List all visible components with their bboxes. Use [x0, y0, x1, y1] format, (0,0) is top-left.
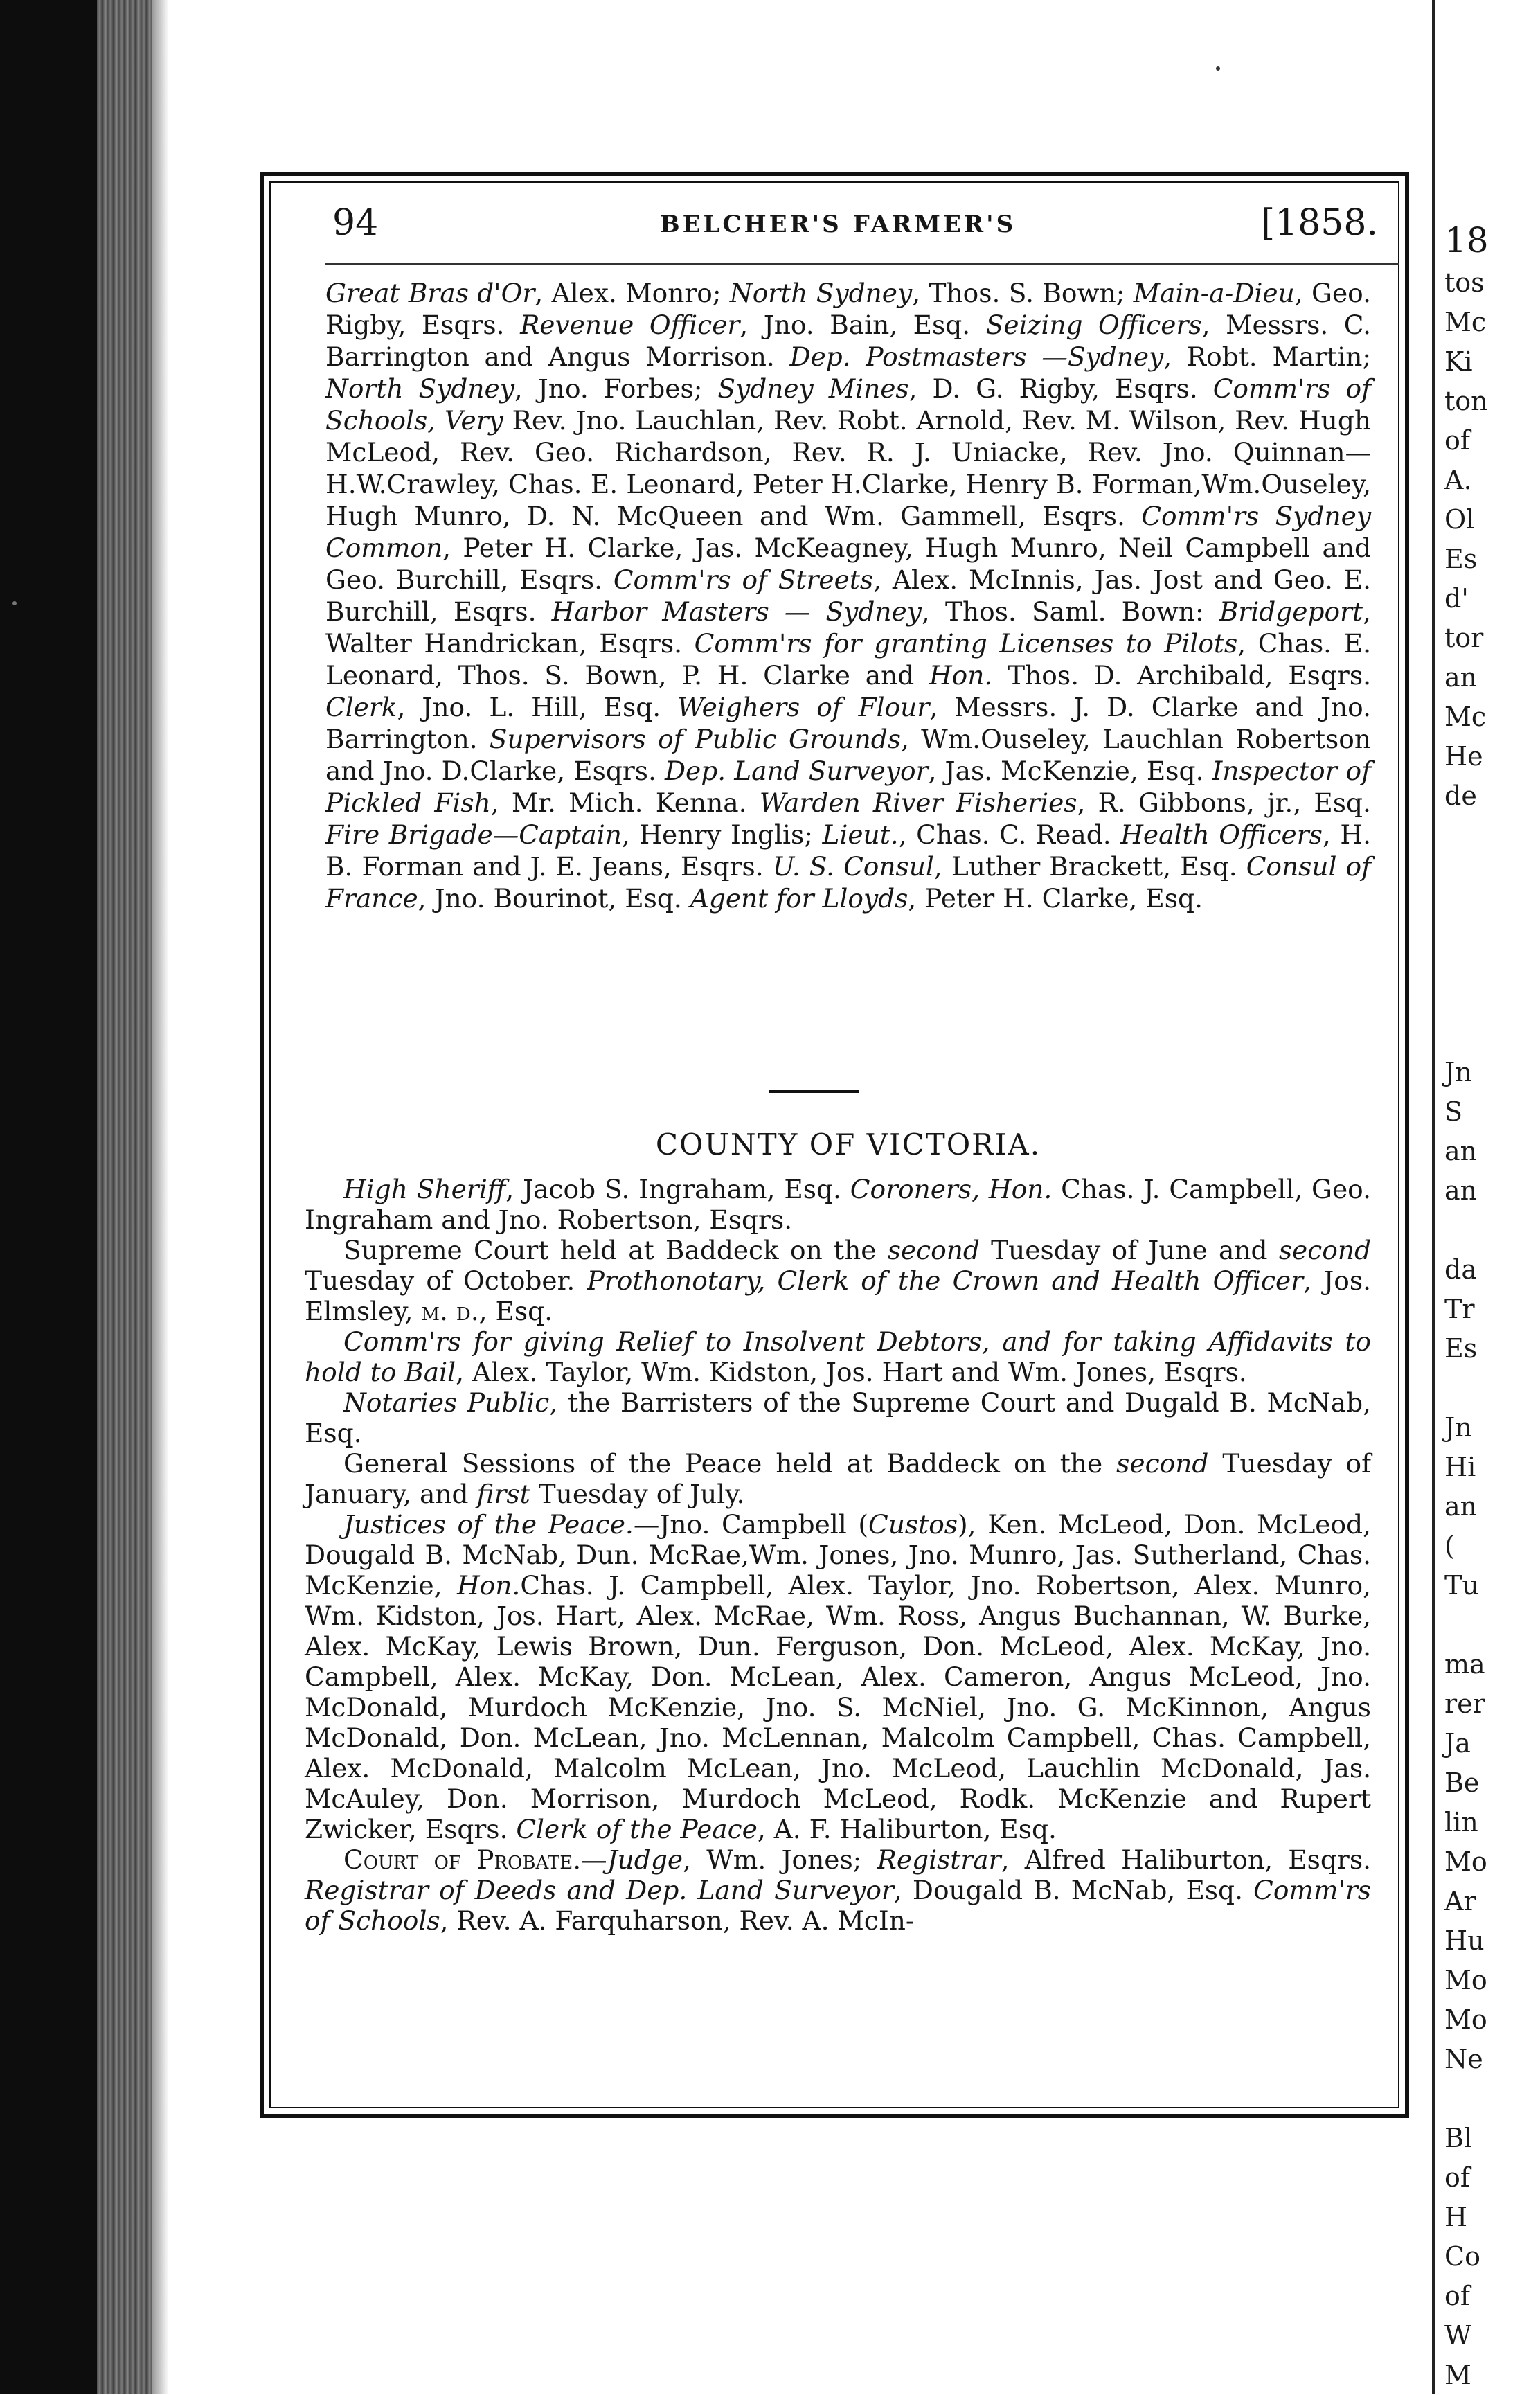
adjacent-fragment: Mo [1444, 1965, 1487, 1995]
text-run: , Jno. Forbes; [514, 373, 718, 404]
adjacent-fragment: Hi [1444, 1452, 1476, 1482]
text-run: Comm'rs of Schools [305, 1875, 1371, 1936]
text-run: Sydney Mines [717, 373, 909, 404]
text-run: Tuesday of July. [530, 1479, 745, 1509]
cape-breton-officers-text [325, 277, 1371, 914]
text-run: , Messrs. C. Barrington and Angus Morrison. [325, 310, 1371, 372]
text-run: , Henry Inglis; [621, 819, 823, 850]
text-run: , the Barristers of the Supreme Court and Dugald B. McNab, Esq. [305, 1387, 1371, 1448]
page-gutter [152, 0, 169, 2394]
adjacent-fragment: Tu [1444, 1570, 1479, 1601]
county-title: COUNTY OF VICTORIA. [655, 1128, 1041, 1161]
adjacent-fragment: He [1444, 741, 1483, 772]
text-run: , Chas. C. Read. [898, 819, 1121, 850]
text-run: U. S. Consul [772, 851, 934, 882]
adjacent-fragment: Jn [1444, 1412, 1472, 1443]
adjacent-fragment: Jn [1444, 1057, 1472, 1087]
text-run: , Thos. S. Bown; [912, 278, 1134, 308]
text-run: — [581, 1844, 607, 1875]
adjacent-fragment: H [1444, 2202, 1468, 2232]
text-run: , A. F. Haliburton, Esq. [757, 1814, 1057, 1844]
text-run: , Alex. Monro; [535, 278, 730, 308]
paper-speck [1216, 66, 1220, 71]
text-run: Comm'rs of Schools, Very [325, 373, 1371, 436]
page-number: 94 [332, 202, 379, 244]
adjacent-fragment: an [1444, 1491, 1478, 1522]
adjacent-fragment: ma [1444, 1649, 1485, 1680]
text-run: Tuesday of October. [305, 1265, 587, 1296]
adjacent-fragment: an [1444, 1136, 1478, 1166]
adjacent-fragment: lin [1444, 1807, 1478, 1837]
adjacent-fragment: W [1444, 2320, 1472, 2351]
text-run: Seizing Officers [985, 310, 1202, 340]
text-run: Rev. Jno. Lauchlan, Rev. Robt. Arnold, Rev. M. Wilson, Rev. Hugh McLeod, Rev. Geo. Richardson, Rev. R. J. Uniacke, Rev. Jno. Quinnan—H.W.Crawley, Chas. E. Leonard, Peter H.Clarke, Henry B. Forman,Wm.Ouseley, Hugh Munro, D. N. McQueen and Wm. Gammell, Esqrs. [325, 405, 1371, 531]
text-run: , Dougald B. McNab, Esq. [893, 1875, 1254, 1905]
adjacent-fragment: Ar [1444, 1886, 1476, 1916]
text-run: Supervisors of Public Grounds [489, 724, 902, 754]
adjacent-fragment: Mo [1444, 2004, 1487, 2035]
text-run: Clerk of the Peace [516, 1814, 758, 1844]
text-run: second [1116, 1448, 1209, 1479]
text-run: Hon. [929, 660, 993, 691]
adjacent-fragment: tor [1444, 623, 1484, 653]
adjacent-fragment: Es [1444, 544, 1478, 574]
adjacent-fragment: rer [1444, 1689, 1485, 1719]
adjacent-fragment: ton [1444, 386, 1488, 416]
text-run: Supreme Court held at Baddeck on the [343, 1235, 888, 1265]
paragraph [325, 277, 1371, 914]
paragraph [305, 1387, 1371, 1448]
text-run: Thos. D. Archibald, Esqrs. [992, 660, 1371, 691]
text-run: , Alfred Haliburton, Esqrs. [1001, 1844, 1371, 1875]
text-run: Notaries Public [343, 1387, 550, 1418]
text-run: Health Officers [1120, 819, 1323, 850]
adjacent-fragment: an [1444, 662, 1478, 693]
paragraph [305, 1235, 1371, 1326]
text-run: Registrar [877, 1844, 1001, 1875]
adjacent-fragment: de [1444, 781, 1477, 811]
adjacent-fragment: Ja [1444, 1728, 1471, 1759]
adjacent-fragment: an [1444, 1175, 1478, 1206]
adjacent-fragment: Mc [1444, 307, 1487, 337]
text-run: Registrar of Deeds and Dep. Land Surveyor [305, 1875, 894, 1905]
text-run: Tuesday of June and [979, 1235, 1279, 1265]
adjacent-fragment: tos [1444, 267, 1485, 298]
text-run: General Sessions of the Peace held at Baddeck on the [343, 1448, 1117, 1479]
text-run: —Jno. Campbell ( [633, 1509, 869, 1540]
text-run: , Wm.Ouseley, Lauchlan Robertson and Jno. D.Clarke, Esqrs. [325, 724, 1371, 786]
adjacent-fragment: Tr [1444, 1294, 1475, 1324]
section-separator [769, 1090, 859, 1093]
adjacent-fragment [1444, 974, 1540, 1013]
text-run: Great Bras d'Or [325, 278, 535, 308]
text-run: Judge [607, 1844, 683, 1875]
text-run: , Jacob S. Ingraham, Esq. [505, 1174, 850, 1204]
text-run: , Esq. [478, 1296, 553, 1326]
paragraph [305, 1174, 1371, 1235]
adjacent-fragment [1444, 1013, 1540, 1053]
text-run: High Sheriff [343, 1174, 506, 1204]
adjacent-fragment: Be [1444, 1768, 1480, 1798]
text-run: , Walter Handrickan, Esqrs. [325, 596, 1371, 659]
adjacent-fragment: Es [1444, 1333, 1478, 1364]
text-run: , Rev. A. Farquharson, Rev. A. McIn- [440, 1905, 915, 1936]
text-run: , Luther Brackett, Esq. [933, 851, 1246, 882]
adjacent-fragment [1444, 895, 1540, 934]
adjacent-fragment: S [1444, 1096, 1463, 1127]
text-run: Comm'rs Sydney Common [325, 501, 1372, 563]
text-run: , Jno. Bourinot, Esq. [418, 883, 690, 914]
adjacent-fragment [1444, 816, 1540, 855]
paragraph [305, 1448, 1371, 1509]
paragraph [305, 1844, 1371, 1936]
text-run: Justices of the Peace. [343, 1509, 634, 1540]
county-of-victoria-text [305, 1174, 1371, 1936]
text-run: Coroners, Hon. [850, 1174, 1053, 1204]
book-spine-edge [97, 0, 152, 2394]
text-run: Weighers of Flour [677, 692, 930, 722]
adjacent-fragment: ( [1444, 1531, 1455, 1561]
text-run: , Alex. Taylor, Wm. Kidston, Jos. Hart and Wm. Jones, Esqrs. [456, 1357, 1247, 1387]
adjacent-page-fragments [1444, 263, 1540, 2395]
adjacent-fragment [1444, 855, 1540, 895]
adjacent-fragment: of [1444, 2162, 1470, 2193]
paper-speck [12, 601, 17, 605]
adjacent-fragment: Ki [1444, 346, 1473, 377]
paragraph [305, 1326, 1371, 1387]
text-run: Lieut. [822, 819, 899, 850]
text-run: Prothonotary, Clerk of the Crown and Health Officer [587, 1265, 1304, 1296]
running-title: BELCHER'S FARMER'S [659, 211, 1017, 238]
text-run: Main-a-Dieu [1133, 278, 1295, 308]
text-run: Fire Brigade—Captain [325, 819, 622, 850]
text-run: Court of Probate. [343, 1844, 582, 1875]
text-run: , Peter H. Clarke, Jas. McKeagney, Hugh Munro, Neil Campbell and Geo. Burchill, Esqrs. [325, 533, 1371, 595]
text-run: Tuesday of January, and [305, 1448, 1371, 1509]
text-run: North Sydney [325, 373, 514, 404]
adjacent-fragment: A. [1444, 465, 1472, 495]
text-run: Harbor Masters — Sydney [551, 596, 922, 627]
text-run: , Jno. L. Hill, Esq. [397, 692, 678, 722]
text-run: ), Ken. McLeod, Don. McLeod, Dougald B. McNab, Dun. McRae,Wm. Jones, Jno. Munro, Jas. Sutherland, Chas. McKenzie, [305, 1509, 1372, 1601]
text-run: Comm'rs for granting Licenses to Pilots [694, 628, 1238, 659]
text-run: , Geo. Rigby, Esqrs. [325, 278, 1371, 340]
adjacent-fragment [1444, 1605, 1540, 1645]
text-run: first [476, 1479, 530, 1509]
text-run: second [887, 1235, 980, 1265]
text-run: , Jno. Bain, Esq. [740, 310, 986, 340]
text-run: Dep. Land Surveyor [664, 756, 929, 786]
adjacent-fragment [1444, 1211, 1540, 1250]
text-run: , Mr. Mich. Kenna. [490, 787, 760, 818]
book-binding-shadow [0, 0, 97, 2394]
text-run: Clerk [325, 692, 397, 722]
adjacent-fragment [1444, 934, 1540, 974]
adjacent-fragment: Co [1444, 2241, 1480, 2272]
text-run: Hon. [456, 1570, 521, 1601]
text-run: , Chas. E. Leonard, Thos. S. Bown, P. H. Clarke and [325, 628, 1371, 691]
adjacent-fragment: M [1444, 2360, 1471, 2390]
adjacent-fragment: d' [1444, 583, 1469, 614]
text-run: Chas. J. Campbell, Geo. Ingraham and Jno. Robertson, Esqrs. [305, 1174, 1372, 1235]
adjacent-page-number: 18 [1444, 220, 1489, 260]
text-run: Warden River Fisheries [759, 787, 1077, 818]
adjacent-fragment: of [1444, 425, 1470, 456]
adjacent-fragment [1444, 2079, 1540, 2119]
header-rule [325, 263, 1399, 265]
text-run: second [1278, 1235, 1371, 1265]
text-run: Agent for Lloyds [690, 883, 908, 914]
text-run: Comm'rs for giving Relief to Insolvent Debtors, and for taking Affidavits to hold to Bail [305, 1326, 1371, 1387]
text-run: Chas. J. Campbell, Alex. Taylor, Jno. Robertson, Alex. Munro, Wm. Kidston, Jos. Hart, Alex. McRae, Wm. Ross, Angus Buchannan, W. Burke, Alex. McKay, Lewis Brown, Dun. Ferguson, Don. McLeod, Alex. McKay, Jno. Campbell, Alex. McKay, Don. McLean, Alex. Cameron, Angus McLeod, Jno. McDonald, Murdoch McKenzie, Jno. S. McNiel, Jno. G. McKinnon, Angus McDonald, Don. McLean, Jno. McLennan, Malcolm Campbell, Chas. Campbell, Alex. McDonald, Malcolm McLean, Jno. McLeod, Lauchlin McDonald, Jas. McAuley, Don. Morrison, Murdoch McLeod, Rodk. McKenzie and Rupert Zwicker, Esqrs. [305, 1570, 1371, 1844]
text-run: , R. Gibbons, jr., Esq. [1077, 787, 1371, 818]
text-run: , Jos. Elmsley, [305, 1265, 1371, 1326]
adjacent-fragment: da [1444, 1254, 1477, 1285]
adjacent-fragment [1444, 1369, 1540, 1408]
adjacent-fragment: Bl [1444, 2123, 1473, 2153]
adjacent-fragment: Ne [1444, 2044, 1483, 2074]
text-run: Bridgeport [1219, 596, 1363, 627]
text-run: , H. B. Forman and J. E. Jeans, Esqrs. [325, 819, 1372, 882]
text-run: Revenue Officer [520, 310, 740, 340]
text-run: , Peter H. Clarke, Esq. [908, 883, 1203, 914]
text-run: Inspector of Pickled Fish [325, 756, 1371, 818]
page-header [284, 202, 1392, 251]
adjacent-page-edge [1432, 0, 1540, 2394]
adjacent-fragment: Hu [1444, 1925, 1485, 1956]
text-run: North Sydney [729, 278, 913, 308]
text-run: m. d. [421, 1296, 479, 1326]
text-run: , Alex. McInnis, Jas. Jost and Geo. E. Burchill, Esqrs. [325, 564, 1371, 627]
adjacent-fragment: of [1444, 2281, 1470, 2311]
text-run: , Thos. Saml. Bown: [921, 596, 1219, 627]
adjacent-fragment: Mc [1444, 702, 1487, 732]
text-run: Custos [868, 1509, 958, 1540]
text-run: , Robt. Martin; [1163, 341, 1371, 372]
adjacent-fragment: Ol [1444, 504, 1475, 535]
adjacent-fragment: Mo [1444, 1846, 1487, 1877]
text-run: Comm'rs of Streets [613, 564, 874, 595]
text-run: , D. G. Rigby, Esqrs. [908, 373, 1213, 404]
text-run: Dep. Postmasters —Sydney [789, 341, 1164, 372]
paragraph [305, 1509, 1371, 1844]
text-run: , Messrs. J. D. Clarke and Jno. Barrington. [325, 692, 1372, 754]
text-run: , Wm. Jones; [683, 1844, 877, 1875]
text-run: Consul of France [325, 851, 1372, 914]
page-year: [1858. [1260, 202, 1378, 244]
text-run: , Jas. McKenzie, Esq. [928, 756, 1212, 786]
